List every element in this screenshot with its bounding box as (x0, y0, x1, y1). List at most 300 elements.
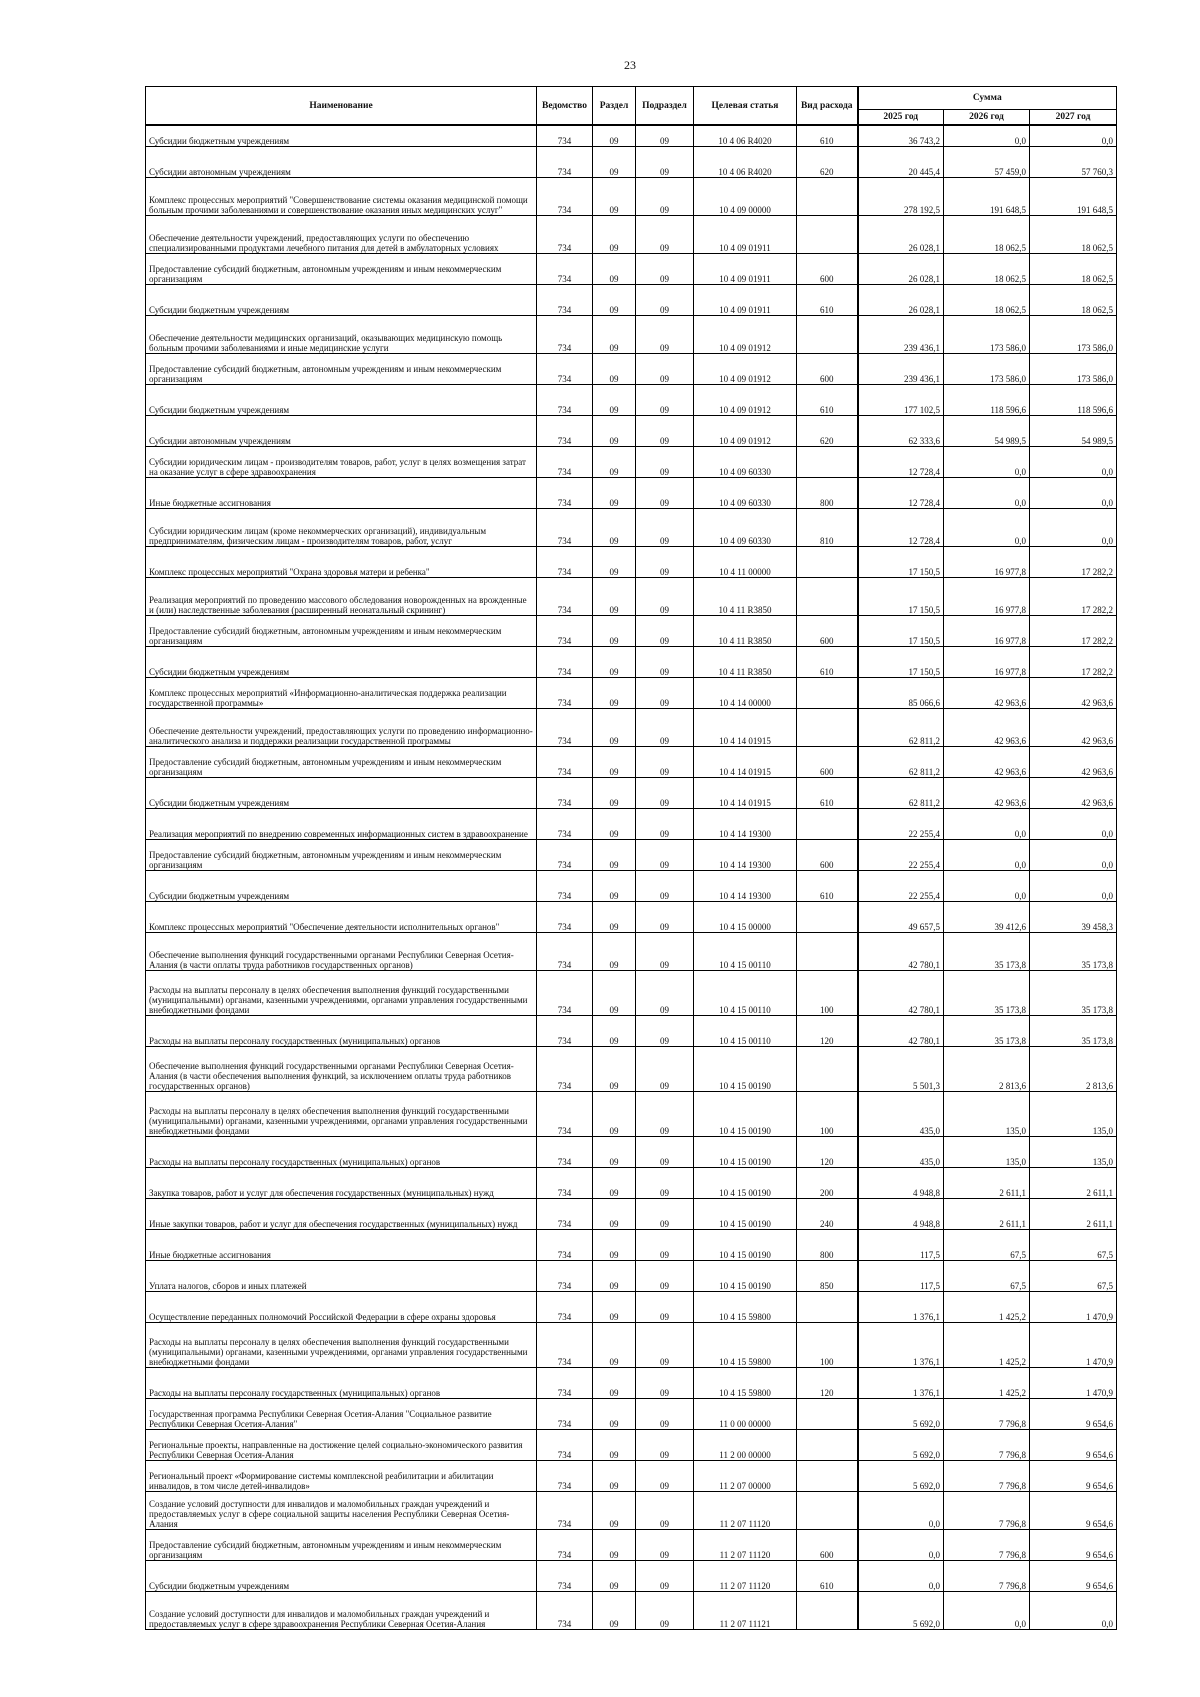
row-celevaya-statya: 10 4 15 00190 (694, 1199, 797, 1230)
row-celevaya-statya: 10 4 15 00190 (694, 1137, 797, 1168)
row-sum-2027: 42 963,6 (1030, 709, 1117, 747)
row-vid-raskhoda: 600 (797, 747, 858, 778)
row-razdel: 09 (593, 1399, 636, 1430)
row-sum-2025: 20 445,4 (858, 147, 944, 178)
row-razdel: 09 (593, 871, 636, 902)
row-razdel: 09 (593, 125, 636, 147)
row-razdel: 09 (593, 285, 636, 316)
row-vid-raskhoda (797, 933, 858, 971)
table-row (146, 747, 1117, 778)
row-celevaya-statya: 10 4 15 00110 (694, 971, 797, 1016)
row-sum-2026: 39 412,6 (944, 902, 1030, 933)
row-podrazdel: 09 (636, 871, 694, 902)
row-celevaya-statya: 10 4 11 R3850 (694, 578, 797, 616)
row-sum-2025: 42 780,1 (858, 971, 944, 1016)
row-podrazdel: 09 (636, 647, 694, 678)
row-vid-raskhoda (797, 578, 858, 616)
row-vedomstvo: 734 (537, 1492, 593, 1530)
row-sum-2026: 0,0 (944, 1592, 1030, 1630)
row-name: Предоставление субсидий бюджетным, автономным учреждениям и иным некоммерческим организациям (146, 254, 537, 285)
row-vid-raskhoda: 620 (797, 416, 858, 447)
row-razdel: 09 (593, 747, 636, 778)
row-podrazdel: 09 (636, 809, 694, 840)
row-sum-2025: 62 811,2 (858, 778, 944, 809)
row-sum-2025: 177 102,5 (858, 385, 944, 416)
row-vedomstvo: 734 (537, 578, 593, 616)
row-sum-2026: 135,0 (944, 1092, 1030, 1137)
row-vid-raskhoda: 600 (797, 254, 858, 285)
row-vedomstvo: 734 (537, 147, 593, 178)
row-podrazdel: 09 (636, 547, 694, 578)
row-celevaya-statya: 11 2 07 11120 (694, 1530, 797, 1561)
row-name: Обеспечение деятельности учреждений, предоставляющих услуги по обеспечению специализированными продуктами лечебного питания для детей в амбулаторных условиях (146, 216, 537, 254)
row-podrazdel: 09 (636, 1368, 694, 1399)
row-sum-2025: 42 780,1 (858, 1016, 944, 1047)
row-razdel: 09 (593, 933, 636, 971)
row-name: Субсидии бюджетным учреждениям (146, 285, 537, 316)
row-podrazdel: 09 (636, 509, 694, 547)
header-vid-raskhoda: Вид расхода (797, 87, 858, 126)
row-vedomstvo: 734 (537, 1016, 593, 1047)
header-celevaya-statya: Целевая статья (694, 87, 797, 126)
row-razdel: 09 (593, 1368, 636, 1399)
row-name: Комплекс процессных мероприятий "Обеспечение деятельности исполнительных органов" (146, 902, 537, 933)
row-celevaya-statya: 10 4 15 00000 (694, 902, 797, 933)
row-sum-2025: 12 728,4 (858, 509, 944, 547)
row-name: Региональный проект «Формирование системы комплексной реабилитации и абилитации инвалидов, в том числе детей-инвалидов» (146, 1461, 537, 1492)
row-sum-2026: 0,0 (944, 447, 1030, 478)
row-name: Создание условий доступности для инвалидов и маломобильных граждан учреждений и предоставляемых услуг в сфере социальной защиты населения Республики Северная Осетия-Алания (146, 1492, 537, 1530)
row-sum-2025: 49 657,5 (858, 902, 944, 933)
row-sum-2026: 1 425,2 (944, 1368, 1030, 1399)
row-sum-2027: 9 654,6 (1030, 1492, 1117, 1530)
row-vedomstvo: 734 (537, 1137, 593, 1168)
row-celevaya-statya: 11 2 07 11120 (694, 1561, 797, 1592)
row-sum-2026: 0,0 (944, 809, 1030, 840)
table-header (146, 87, 1117, 126)
row-sum-2026: 7 796,8 (944, 1399, 1030, 1430)
row-sum-2025: 62 811,2 (858, 747, 944, 778)
row-razdel: 09 (593, 216, 636, 254)
row-name: Уплата налогов, сборов и иных платежей (146, 1261, 537, 1292)
row-vid-raskhoda (797, 1430, 858, 1461)
row-vedomstvo: 734 (537, 1399, 593, 1430)
row-vedomstvo: 734 (537, 178, 593, 216)
row-sum-2025: 1 376,1 (858, 1292, 944, 1323)
table-row (146, 1292, 1117, 1323)
row-razdel: 09 (593, 971, 636, 1016)
row-vedomstvo: 734 (537, 254, 593, 285)
row-vedomstvo: 734 (537, 125, 593, 147)
row-vedomstvo: 734 (537, 447, 593, 478)
row-name: Субсидии бюджетным учреждениям (146, 125, 537, 147)
row-sum-2025: 4 948,8 (858, 1168, 944, 1199)
row-vid-raskhoda: 100 (797, 1092, 858, 1137)
row-sum-2027: 42 963,6 (1030, 747, 1117, 778)
row-sum-2027: 191 648,5 (1030, 178, 1117, 216)
row-sum-2026: 42 963,6 (944, 709, 1030, 747)
row-vid-raskhoda: 610 (797, 285, 858, 316)
row-vedomstvo: 734 (537, 1292, 593, 1323)
row-podrazdel: 09 (636, 216, 694, 254)
row-vedomstvo: 734 (537, 809, 593, 840)
row-vid-raskhoda (797, 447, 858, 478)
row-razdel: 09 (593, 1323, 636, 1368)
row-razdel: 09 (593, 1461, 636, 1492)
row-celevaya-statya: 10 4 14 01915 (694, 747, 797, 778)
row-sum-2026: 1 425,2 (944, 1292, 1030, 1323)
row-name: Субсидии бюджетным учреждениям (146, 1561, 537, 1592)
row-vedomstvo: 734 (537, 547, 593, 578)
row-name: Осуществление переданных полномочий Российской Федерации в сфере охраны здоровья (146, 1292, 537, 1323)
row-sum-2027: 2 611,1 (1030, 1199, 1117, 1230)
row-vedomstvo: 734 (537, 1092, 593, 1137)
row-sum-2025: 22 255,4 (858, 840, 944, 871)
row-sum-2027: 135,0 (1030, 1137, 1117, 1168)
row-sum-2026: 191 648,5 (944, 178, 1030, 216)
row-razdel: 09 (593, 1168, 636, 1199)
row-razdel: 09 (593, 447, 636, 478)
row-sum-2027: 0,0 (1030, 125, 1117, 147)
row-sum-2027: 2 813,6 (1030, 1047, 1117, 1092)
row-name: Иные бюджетные ассигнования (146, 1230, 537, 1261)
row-vid-raskhoda: 120 (797, 1368, 858, 1399)
row-sum-2027: 0,0 (1030, 1592, 1117, 1630)
row-celevaya-statya: 10 4 06 R4020 (694, 125, 797, 147)
row-razdel: 09 (593, 1016, 636, 1047)
row-podrazdel: 09 (636, 1092, 694, 1137)
row-name: Субсидии бюджетным учреждениям (146, 778, 537, 809)
row-sum-2026: 42 963,6 (944, 678, 1030, 709)
row-razdel: 09 (593, 385, 636, 416)
row-sum-2026: 2 611,1 (944, 1168, 1030, 1199)
row-sum-2026: 54 989,5 (944, 416, 1030, 447)
row-sum-2026: 67,5 (944, 1261, 1030, 1292)
row-podrazdel: 09 (636, 1561, 694, 1592)
row-razdel: 09 (593, 178, 636, 216)
header-summa: Сумма (858, 87, 1117, 110)
row-razdel: 09 (593, 147, 636, 178)
table-row (146, 1592, 1117, 1630)
row-celevaya-statya: 10 4 15 59800 (694, 1323, 797, 1368)
row-vid-raskhoda (797, 178, 858, 216)
row-celevaya-statya: 10 4 15 00190 (694, 1092, 797, 1137)
row-sum-2027: 35 173,8 (1030, 971, 1117, 1016)
row-sum-2025: 5 692,0 (858, 1430, 944, 1461)
row-celevaya-statya: 10 4 15 00190 (694, 1168, 797, 1199)
row-podrazdel: 09 (636, 1461, 694, 1492)
row-vid-raskhoda: 850 (797, 1261, 858, 1292)
header-2025: 2025 год (858, 110, 944, 126)
table-row (146, 385, 1117, 416)
row-celevaya-statya: 10 4 09 60330 (694, 509, 797, 547)
row-celevaya-statya: 11 2 07 00000 (694, 1461, 797, 1492)
row-celevaya-statya: 11 2 07 11120 (694, 1492, 797, 1530)
row-podrazdel: 09 (636, 840, 694, 871)
row-razdel: 09 (593, 1592, 636, 1630)
row-vid-raskhoda (797, 1399, 858, 1430)
table-row (146, 416, 1117, 447)
row-celevaya-statya: 10 4 09 60330 (694, 478, 797, 509)
row-sum-2026: 18 062,5 (944, 216, 1030, 254)
row-sum-2025: 62 333,6 (858, 416, 944, 447)
row-podrazdel: 09 (636, 1230, 694, 1261)
row-celevaya-statya: 10 4 09 01912 (694, 316, 797, 354)
row-podrazdel: 09 (636, 1016, 694, 1047)
row-vid-raskhoda: 610 (797, 1561, 858, 1592)
table-row (146, 647, 1117, 678)
row-name: Расходы на выплаты персоналу государственных (муниципальных) органов (146, 1016, 537, 1047)
row-sum-2027: 9 654,6 (1030, 1530, 1117, 1561)
row-podrazdel: 09 (636, 747, 694, 778)
row-vedomstvo: 734 (537, 778, 593, 809)
table-row (146, 678, 1117, 709)
row-name: Обеспечение выполнения функций государственными органами Республики Северная Осетия-Алания (в части обеспечения выполнения функций, за исключением оплаты труда работников государственных органов) (146, 1047, 537, 1092)
table-row (146, 285, 1117, 316)
row-sum-2027: 118 596,6 (1030, 385, 1117, 416)
row-sum-2027: 1 470,9 (1030, 1292, 1117, 1323)
row-sum-2027: 173 586,0 (1030, 354, 1117, 385)
row-vid-raskhoda (797, 678, 858, 709)
row-razdel: 09 (593, 578, 636, 616)
table-row (146, 125, 1117, 147)
table-row (146, 1368, 1117, 1399)
row-sum-2026: 118 596,6 (944, 385, 1030, 416)
row-podrazdel: 09 (636, 416, 694, 447)
row-name: Создание условий доступности для инвалидов и маломобильных граждан учреждений и предоставляемых услуг в сфере здравоохранения Республики Северная Осетия-Алания (146, 1592, 537, 1630)
row-podrazdel: 09 (636, 1292, 694, 1323)
row-vid-raskhoda (797, 1461, 858, 1492)
row-celevaya-statya: 10 4 09 01912 (694, 385, 797, 416)
row-razdel: 09 (593, 1047, 636, 1092)
row-sum-2025: 12 728,4 (858, 447, 944, 478)
row-name: Расходы на выплаты персоналу государственных (муниципальных) органов (146, 1368, 537, 1399)
row-sum-2025: 1 376,1 (858, 1323, 944, 1368)
row-sum-2026: 18 062,5 (944, 254, 1030, 285)
row-vedomstvo: 734 (537, 1530, 593, 1561)
row-sum-2026: 0,0 (944, 125, 1030, 147)
row-razdel: 09 (593, 840, 636, 871)
row-celevaya-statya: 10 4 11 R3850 (694, 616, 797, 647)
row-vedomstvo: 734 (537, 509, 593, 547)
row-razdel: 09 (593, 1092, 636, 1137)
row-sum-2027: 135,0 (1030, 1092, 1117, 1137)
table-row (146, 1561, 1117, 1592)
row-vid-raskhoda: 240 (797, 1199, 858, 1230)
row-vedomstvo: 734 (537, 933, 593, 971)
row-vedomstvo: 734 (537, 709, 593, 747)
row-sum-2025: 0,0 (858, 1561, 944, 1592)
row-vedomstvo: 734 (537, 285, 593, 316)
row-sum-2026: 16 977,8 (944, 547, 1030, 578)
row-sum-2026: 16 977,8 (944, 616, 1030, 647)
row-sum-2027: 0,0 (1030, 447, 1117, 478)
table-row (146, 1092, 1117, 1137)
row-name: Субсидии бюджетным учреждениям (146, 647, 537, 678)
row-name: Предоставление субсидий бюджетным, автономным учреждениям и иным некоммерческим организациям (146, 747, 537, 778)
row-sum-2027: 17 282,2 (1030, 647, 1117, 678)
row-celevaya-statya: 10 4 09 01911 (694, 254, 797, 285)
row-name: Предоставление субсидий бюджетным, автономным учреждениям и иным некоммерческим организациям (146, 354, 537, 385)
table-row (146, 1230, 1117, 1261)
table-row (146, 147, 1117, 178)
row-sum-2025: 17 150,5 (858, 616, 944, 647)
row-celevaya-statya: 10 4 06 R4020 (694, 147, 797, 178)
row-vid-raskhoda: 610 (797, 778, 858, 809)
row-celevaya-statya: 10 4 09 60330 (694, 447, 797, 478)
row-name: Расходы на выплаты персоналу в целях обеспечения выполнения функций государственными (муниципальными) органами, казенными учреждениями, органами управления государственными внебюджетными фондами (146, 1092, 537, 1137)
row-celevaya-statya: 10 4 14 19300 (694, 809, 797, 840)
row-name: Реализация мероприятий по внедрению современных информационных систем в здравоохранение (146, 809, 537, 840)
row-razdel: 09 (593, 354, 636, 385)
row-sum-2027: 18 062,5 (1030, 216, 1117, 254)
table-row (146, 447, 1117, 478)
row-sum-2025: 4 948,8 (858, 1199, 944, 1230)
row-celevaya-statya: 10 4 09 00000 (694, 178, 797, 216)
row-podrazdel: 09 (636, 147, 694, 178)
row-podrazdel: 09 (636, 1399, 694, 1430)
header-podrazdel: Подраздел (636, 87, 694, 126)
row-razdel: 09 (593, 254, 636, 285)
row-razdel: 09 (593, 1430, 636, 1461)
row-podrazdel: 09 (636, 678, 694, 709)
row-vid-raskhoda: 600 (797, 1530, 858, 1561)
table-row (146, 1199, 1117, 1230)
row-sum-2027: 42 963,6 (1030, 678, 1117, 709)
table-row (146, 840, 1117, 871)
row-celevaya-statya: 10 4 15 59800 (694, 1292, 797, 1323)
row-vid-raskhoda: 200 (797, 1168, 858, 1199)
row-sum-2025: 36 743,2 (858, 125, 944, 147)
table-row (146, 1430, 1117, 1461)
row-vid-raskhoda: 120 (797, 1137, 858, 1168)
table-row (146, 509, 1117, 547)
row-name: Комплекс процессных мероприятий "Совершенствование системы оказания медицинской помощи больным прочими заболеваниями и совершенствование оказания иных медицинских услуг" (146, 178, 537, 216)
row-vedomstvo: 734 (537, 416, 593, 447)
row-sum-2027: 9 654,6 (1030, 1399, 1117, 1430)
row-celevaya-statya: 10 4 14 19300 (694, 871, 797, 902)
row-sum-2025: 117,5 (858, 1261, 944, 1292)
row-sum-2025: 435,0 (858, 1137, 944, 1168)
row-sum-2027: 35 173,8 (1030, 1016, 1117, 1047)
row-vedomstvo: 734 (537, 1199, 593, 1230)
row-sum-2026: 135,0 (944, 1137, 1030, 1168)
row-sum-2027: 18 062,5 (1030, 254, 1117, 285)
row-vid-raskhoda: 610 (797, 871, 858, 902)
table-row (146, 1261, 1117, 1292)
row-sum-2027: 54 989,5 (1030, 416, 1117, 447)
table-row (146, 1530, 1117, 1561)
row-vid-raskhoda: 100 (797, 971, 858, 1016)
row-sum-2026: 35 173,8 (944, 1016, 1030, 1047)
table-row (146, 616, 1117, 647)
row-vedomstvo: 734 (537, 1168, 593, 1199)
table-row (146, 1492, 1117, 1530)
row-name: Предоставление субсидий бюджетным, автономным учреждениям и иным некоммерческим организациям (146, 616, 537, 647)
row-podrazdel: 09 (636, 709, 694, 747)
row-name: Предоставление субсидий бюджетным, автономным учреждениям и иным некоммерческим организациям (146, 1530, 537, 1561)
row-podrazdel: 09 (636, 1592, 694, 1630)
row-vid-raskhoda: 600 (797, 354, 858, 385)
row-sum-2025: 239 436,1 (858, 354, 944, 385)
row-razdel: 09 (593, 478, 636, 509)
header-name: Наименование (146, 87, 537, 126)
row-celevaya-statya: 10 4 15 00110 (694, 1016, 797, 1047)
row-sum-2027: 9 654,6 (1030, 1430, 1117, 1461)
row-celevaya-statya: 10 4 15 00110 (694, 933, 797, 971)
row-vid-raskhoda: 600 (797, 616, 858, 647)
row-razdel: 09 (593, 1199, 636, 1230)
row-razdel: 09 (593, 416, 636, 447)
row-sum-2027: 67,5 (1030, 1230, 1117, 1261)
row-podrazdel: 09 (636, 285, 694, 316)
row-vid-raskhoda (797, 1592, 858, 1630)
row-vid-raskhoda (797, 709, 858, 747)
row-razdel: 09 (593, 1137, 636, 1168)
row-sum-2026: 7 796,8 (944, 1530, 1030, 1561)
row-sum-2025: 5 501,3 (858, 1047, 944, 1092)
row-sum-2026: 0,0 (944, 509, 1030, 547)
row-vedomstvo: 734 (537, 216, 593, 254)
row-vid-raskhoda: 600 (797, 840, 858, 871)
row-sum-2026: 2 611,1 (944, 1199, 1030, 1230)
row-sum-2025: 26 028,1 (858, 285, 944, 316)
page-number: 23 (624, 58, 636, 72)
row-name: Расходы на выплаты персоналу государственных (муниципальных) органов (146, 1137, 537, 1168)
row-sum-2027: 0,0 (1030, 840, 1117, 871)
row-name: Субсидии бюджетным учреждениям (146, 871, 537, 902)
row-sum-2026: 16 977,8 (944, 578, 1030, 616)
row-celevaya-statya: 10 4 09 01911 (694, 216, 797, 254)
header-2026: 2026 год (944, 110, 1030, 126)
table-row (146, 1047, 1117, 1092)
row-name: Субсидии автономным учреждениям (146, 147, 537, 178)
row-sum-2027: 57 760,3 (1030, 147, 1117, 178)
row-podrazdel: 09 (636, 1492, 694, 1530)
row-sum-2025: 17 150,5 (858, 647, 944, 678)
row-podrazdel: 09 (636, 254, 694, 285)
row-sum-2027: 18 062,5 (1030, 285, 1117, 316)
table-row (146, 902, 1117, 933)
row-vedomstvo: 734 (537, 1592, 593, 1630)
row-podrazdel: 09 (636, 1168, 694, 1199)
row-celevaya-statya: 10 4 14 01915 (694, 778, 797, 809)
row-sum-2026: 57 459,0 (944, 147, 1030, 178)
row-sum-2025: 1 376,1 (858, 1368, 944, 1399)
header-razdel: Раздел (593, 87, 636, 126)
row-vedomstvo: 734 (537, 971, 593, 1016)
table-row (146, 809, 1117, 840)
row-sum-2027: 35 173,8 (1030, 933, 1117, 971)
row-name: Государственная программа Республики Северная Осетия-Алания "Социальное развитие Республики Северная Осетия-Алания" (146, 1399, 537, 1430)
row-vid-raskhoda (797, 1292, 858, 1323)
row-vedomstvo: 734 (537, 840, 593, 871)
row-vid-raskhoda (797, 316, 858, 354)
row-celevaya-statya: 10 4 14 19300 (694, 840, 797, 871)
row-sum-2026: 18 062,5 (944, 285, 1030, 316)
row-sum-2025: 17 150,5 (858, 547, 944, 578)
table-row (146, 178, 1117, 216)
row-sum-2025: 5 692,0 (858, 1461, 944, 1492)
row-sum-2026: 2 813,6 (944, 1047, 1030, 1092)
row-sum-2026: 42 963,6 (944, 747, 1030, 778)
table-body (146, 125, 1117, 1630)
row-celevaya-statya: 10 4 11 00000 (694, 547, 797, 578)
row-sum-2027: 42 963,6 (1030, 778, 1117, 809)
table-row (146, 1461, 1117, 1492)
row-sum-2027: 0,0 (1030, 871, 1117, 902)
row-vedomstvo: 734 (537, 1261, 593, 1292)
